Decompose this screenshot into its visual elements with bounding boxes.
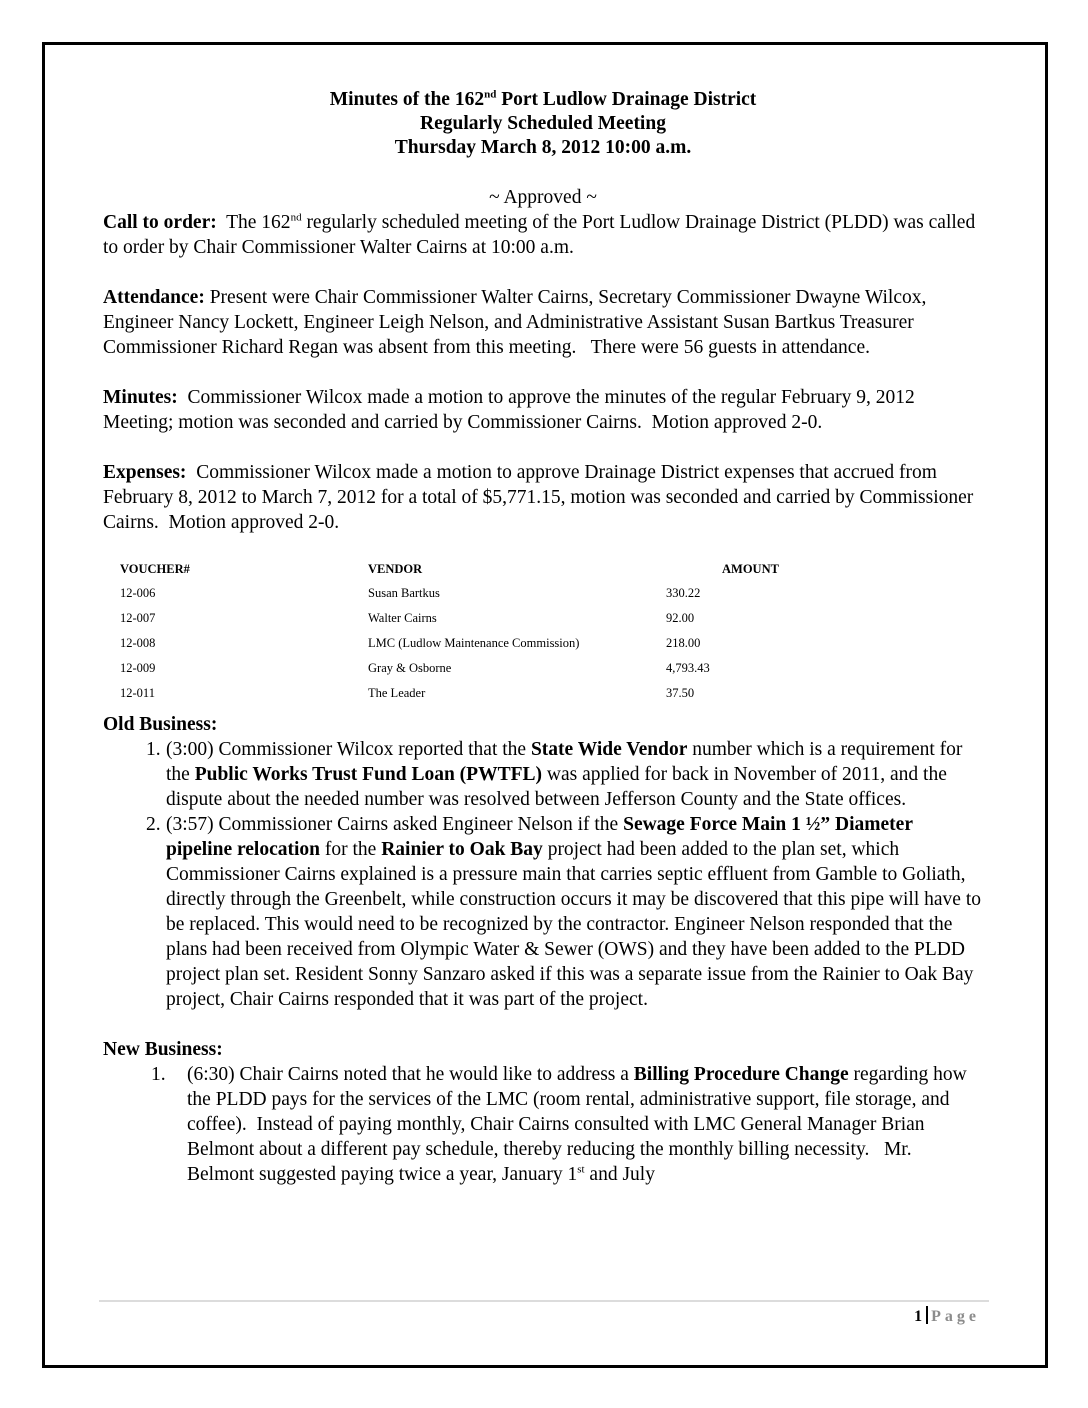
call-to-order-text: The 162 — [216, 212, 291, 233]
item-text: number which is a requirement for the — [166, 739, 963, 785]
call-to-order-paragraph — [103, 210, 983, 260]
amount: 218.00 — [666, 636, 701, 650]
item-emphasis: Rainier to Oak Bay — [381, 839, 543, 860]
vendor-name: Walter Cairns — [368, 611, 437, 625]
ordinal-suffix: st — [577, 1163, 585, 1176]
voucher-number: 12-007 — [120, 611, 156, 625]
table-row — [120, 656, 882, 681]
item-emphasis: Sewage Force Main 1 ½” Diameter pipeline relocation — [166, 814, 913, 860]
list-item — [103, 737, 983, 812]
minutes-paragraph — [103, 385, 983, 435]
item-text: for the — [320, 839, 382, 860]
item-text: (6:30) Chair Cairns noted that he would like to address a — [187, 1064, 634, 1085]
voucher-number: 12-011 — [120, 686, 155, 700]
document-title — [103, 88, 983, 160]
document-body — [103, 88, 983, 1187]
item-emphasis: Public Works Trust Fund Loan (PWTFL) — [194, 764, 542, 785]
table-row — [120, 606, 882, 631]
attendance-text: Present were Chair Commissioner Walter Cairns, Secretary Commissioner Dwayne Wilcox, Engineer Nancy Lockett, Engineer Leigh Nelson, and Administrative Assistant Susan Bartkus Treasurer Commissioner Richard Regan was absent from this meeting. There were 56 guests in attendance. — [103, 287, 932, 358]
new-business-list — [103, 1062, 983, 1187]
item-text: (3:57) Commissioner Cairns asked Engineer Nelson if the — [166, 814, 624, 835]
item-number: 2. — [146, 814, 161, 835]
title-line-2: Regularly Scheduled Meeting — [420, 113, 666, 134]
amount: 92.00 — [666, 611, 695, 625]
vendor-name: The Leader — [368, 686, 426, 700]
table-row — [120, 681, 882, 706]
item-emphasis: State Wide Vendor — [530, 739, 688, 760]
table-row — [120, 631, 882, 656]
approval-status: ~ Approved ~ — [489, 187, 597, 208]
attendance-paragraph — [103, 285, 983, 360]
item-text: (3:00) Commissioner Wilcox reported that the — [166, 739, 531, 760]
amount: 4,793.43 — [666, 661, 710, 675]
title-line-1 — [103, 88, 983, 112]
item-emphasis: Billing Procedure Change — [633, 1064, 849, 1085]
voucher-number: 12-008 — [120, 636, 156, 650]
vendor-name: Gray & Osborne — [368, 661, 452, 675]
footer-divider — [99, 1300, 989, 1302]
minutes-text: Commissioner Wilcox made a motion to approve the minutes of the regular February 9, 2012 Meeting; motion was seconded and carried by Commissioner Cairns. Motion approved 2-0. — [103, 387, 920, 433]
ordinal-suffix: nd — [484, 88, 497, 101]
old-business-heading: Old Business: — [103, 714, 218, 735]
old-business-list — [103, 737, 983, 1012]
expenses-paragraph — [103, 460, 983, 535]
item-number: 1. — [146, 739, 161, 760]
attendance-label: Attendance: — [103, 287, 205, 308]
expenses-text: Commissioner Wilcox made a motion to approve Drainage District expenses that accrued from February 8, 2012 to March 7, 2012 for a total of $5,771.15, motion was seconded and carried by Commissioner Cairns. Motion approved 2-0. — [103, 462, 979, 533]
voucher-number: 12-006 — [120, 586, 156, 600]
page-label: Page — [931, 1308, 980, 1325]
column-header-amount: AMOUNT — [722, 561, 779, 576]
item-text: was applied for back in November of 2011, and the dispute about the needed number was resolved between Jefferson County and the State offices. — [166, 764, 947, 810]
column-header-voucher: VOUCHER# — [120, 561, 190, 576]
call-to-order-label: Call to order: — [103, 212, 217, 233]
voucher-table-header — [120, 557, 882, 581]
new-business-heading: New Business: — [103, 1039, 223, 1060]
expenses-label: Expenses: — [103, 462, 187, 483]
list-item — [103, 1062, 983, 1187]
title-line-3: Thursday March 8, 2012 10:00 a.m. — [394, 137, 692, 158]
page-number: 1 — [914, 1308, 923, 1325]
amount: 37.50 — [666, 686, 695, 700]
voucher-table — [120, 557, 882, 706]
item-text: project had been added to the plan set, which Commissioner Cairns explained is a pressure main that carries septic effluent from Gamble to Goliath, directly through the Greenbelt, while construction occurs it may be discovered that this pipe will have to be replaced. This would need to be recognized by the contractor. Engineer Nelson responded that the plans had been received from Olympic Water & Sewer (OWS) and they have been added to the PLDD project plan set. Resident Sonny Sanzaro asked if this was a separate issue from the Rainier to Oak Bay project, Chair Cairns responded that it was part of the project. — [166, 839, 981, 1010]
table-row — [120, 581, 882, 606]
amount: 330.22 — [666, 586, 701, 600]
item-number: 1. — [151, 1064, 166, 1085]
page-footer — [914, 1306, 980, 1327]
call-to-order-text: regularly scheduled meeting of the Port Ludlow Drainage District (PLDD) was called to order by Chair Commissioner Walter Cairns at 10:00 a.m. — [103, 212, 976, 258]
column-header-vendor: VENDOR — [368, 561, 423, 576]
ordinal-suffix: nd — [290, 211, 302, 224]
minutes-label: Minutes: — [103, 387, 178, 408]
vendor-name: LMC (Ludlow Maintenance Commission) — [368, 636, 580, 650]
item-text: regarding how the PLDD pays for the services of the LMC (room rental, administrative support, file storage, and coffee). Instead of paying monthly, Chair Cairns consulted with LMC General Manager Brian Belmont about a different pay schedule, thereby reducing the monthly billing necessity. Mr. Belmont suggested paying twice a year, January 1 — [187, 1064, 972, 1185]
footer-separator — [926, 1306, 928, 1324]
item-text: and July — [584, 1164, 655, 1185]
vendor-name: Susan Bartkus — [368, 586, 440, 600]
title-text: Minutes of the 162 — [329, 89, 485, 110]
list-item — [103, 812, 983, 1012]
title-text: Port Ludlow Drainage District — [496, 89, 757, 110]
voucher-number: 12-009 — [120, 661, 156, 675]
